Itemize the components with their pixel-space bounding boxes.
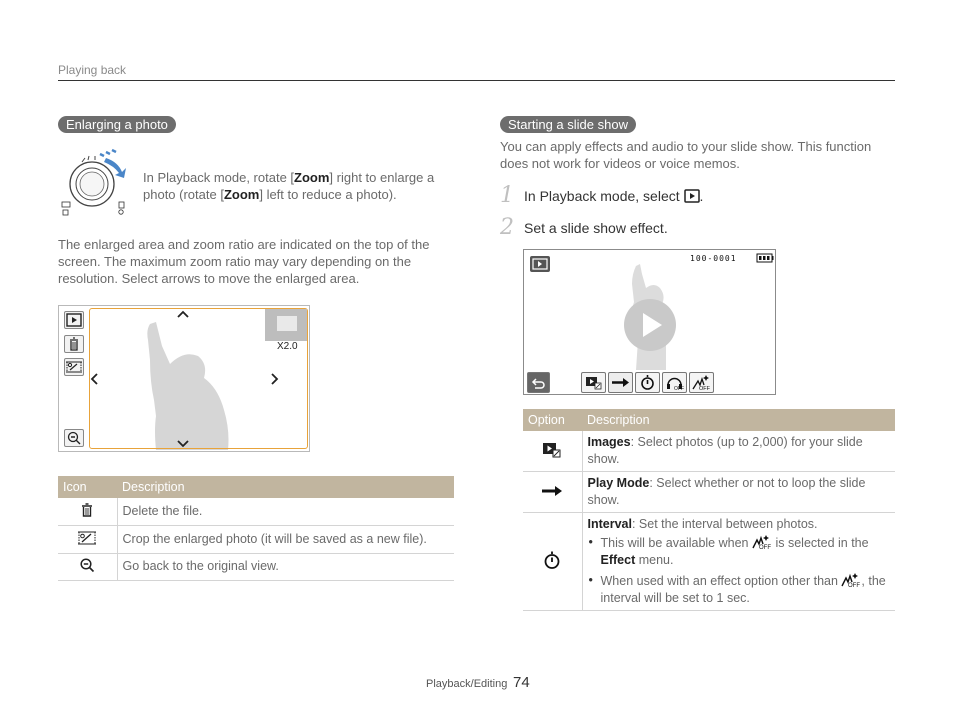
list-item: • This will be available when OFF is selected in the Effect menu. bbox=[588, 534, 891, 569]
list-item: • When used with an effect option other than OFF , the interval will be set to 1 sec. bbox=[588, 572, 891, 607]
svg-text:OFF: OFF bbox=[848, 583, 861, 588]
effect-option-button[interactable] bbox=[689, 372, 714, 393]
effect-off-icon bbox=[690, 373, 713, 392]
step-1-text: In Playback mode, select . bbox=[524, 188, 704, 204]
pan-left-arrow-icon[interactable] bbox=[89, 372, 99, 386]
zoom-dial-illustration bbox=[60, 148, 136, 220]
page-number: 74 bbox=[513, 674, 530, 691]
playback-button[interactable] bbox=[64, 311, 84, 329]
headphones-off-icon bbox=[663, 373, 686, 392]
trash-icon bbox=[65, 336, 83, 352]
delete-button[interactable] bbox=[64, 335, 84, 353]
footer-chapter: Playback/Editing bbox=[426, 678, 508, 690]
back-button[interactable] bbox=[527, 372, 550, 393]
file-counter: 100-0001 bbox=[690, 254, 737, 263]
step-number-1: 1 bbox=[500, 183, 514, 208]
description-cell: Delete the file. bbox=[117, 498, 454, 525]
zoom-out-icon bbox=[65, 430, 83, 446]
icon-cell bbox=[58, 498, 117, 525]
table-row bbox=[523, 472, 895, 513]
enlarge-description: The enlarged area and zoom ratio are indicated on the top of the screen. The maximum zoom ratio may vary depending on the resolution. Select arrows to move the enlarged area. bbox=[58, 237, 430, 286]
music-option-button[interactable] bbox=[662, 372, 687, 393]
pan-up-arrow-icon[interactable] bbox=[176, 309, 190, 319]
icon-cell bbox=[523, 431, 582, 472]
column-header-description: Description bbox=[582, 409, 895, 431]
crop-icon bbox=[77, 529, 97, 547]
back-arrow-icon bbox=[528, 373, 549, 392]
zoom-out-icon bbox=[79, 557, 95, 573]
table-row bbox=[58, 498, 454, 525]
images-option-button[interactable] bbox=[581, 372, 606, 393]
play-mode-option-button[interactable] bbox=[608, 372, 633, 393]
images-icon bbox=[582, 373, 605, 392]
pan-right-arrow-icon[interactable] bbox=[270, 372, 280, 386]
svg-text:OFF: OFF bbox=[674, 386, 684, 392]
icon-cell bbox=[523, 472, 582, 513]
icon-cell bbox=[58, 525, 117, 553]
timer-icon bbox=[636, 373, 659, 392]
description-cell: Images: Select photos (up to 2,000) for your slide show. bbox=[582, 431, 895, 472]
crop-button[interactable] bbox=[64, 358, 84, 376]
section-pill-enlarging: Enlarging a photo bbox=[58, 116, 176, 133]
playback-zoom-screen bbox=[58, 305, 310, 452]
table-row bbox=[523, 431, 895, 472]
zoom-ratio-readout: X2.0 bbox=[277, 341, 298, 352]
step-2-text: Set a slide show effect. bbox=[524, 220, 668, 236]
step-number-2: 2 bbox=[500, 215, 514, 240]
header-divider bbox=[58, 80, 895, 81]
column-header-option: Option bbox=[523, 409, 582, 431]
description-cell: Play Mode: Select whether or not to loop the slide show. bbox=[582, 472, 895, 513]
interval-notes bbox=[588, 534, 891, 607]
effect-off-icon bbox=[752, 534, 772, 550]
icon-cell bbox=[523, 513, 582, 611]
option-description-table bbox=[523, 409, 895, 611]
icon-description-table bbox=[58, 476, 454, 581]
slideshow-screen bbox=[523, 249, 776, 395]
interval-option-button[interactable] bbox=[635, 372, 660, 393]
images-icon bbox=[541, 441, 563, 459]
column-header-description: Description bbox=[117, 476, 454, 498]
playback-mode-icon bbox=[529, 255, 551, 273]
start-slideshow-button[interactable] bbox=[624, 299, 676, 351]
arrow-right-icon bbox=[541, 484, 563, 498]
slideshow-intro: You can apply effects and audio to your slide show. This function does not work for videos or voice memos. bbox=[500, 139, 872, 171]
arrow-right-icon bbox=[609, 373, 632, 392]
table-row bbox=[58, 525, 454, 553]
table-row bbox=[523, 513, 895, 611]
svg-text:OFF: OFF bbox=[758, 545, 771, 550]
zoom-out-button[interactable] bbox=[64, 429, 84, 447]
zoom-position-indicator bbox=[277, 316, 297, 331]
trash-icon bbox=[79, 502, 95, 518]
description-cell: Crop the enlarged photo (it will be saved as a new file). bbox=[117, 525, 454, 553]
play-icon bbox=[624, 299, 676, 351]
zoom-position-thumbnail bbox=[265, 309, 307, 341]
section-pill-slideshow: Starting a slide show bbox=[500, 116, 636, 133]
description-cell bbox=[582, 513, 895, 611]
icon-cell bbox=[58, 553, 117, 580]
description-cell: Go back to the original view. bbox=[117, 553, 454, 580]
battery-icon bbox=[756, 253, 774, 263]
interval-summary: Interval: Set the interval between photos. bbox=[587, 517, 818, 531]
effect-off-icon bbox=[841, 572, 861, 588]
column-header-icon: Icon bbox=[58, 476, 117, 498]
svg-text:OFF: OFF bbox=[699, 386, 710, 392]
crop-icon bbox=[65, 359, 83, 375]
playback-icon bbox=[684, 189, 700, 203]
timer-icon bbox=[543, 550, 561, 570]
enlarge-instruction: In Playback mode, rotate [Zoom] right to enlarge a photo (rotate [Zoom] left to reduce a photo). bbox=[143, 170, 435, 202]
section-title: Playing back bbox=[58, 63, 127, 77]
table-row bbox=[58, 553, 454, 580]
pan-down-arrow-icon[interactable] bbox=[176, 439, 190, 449]
